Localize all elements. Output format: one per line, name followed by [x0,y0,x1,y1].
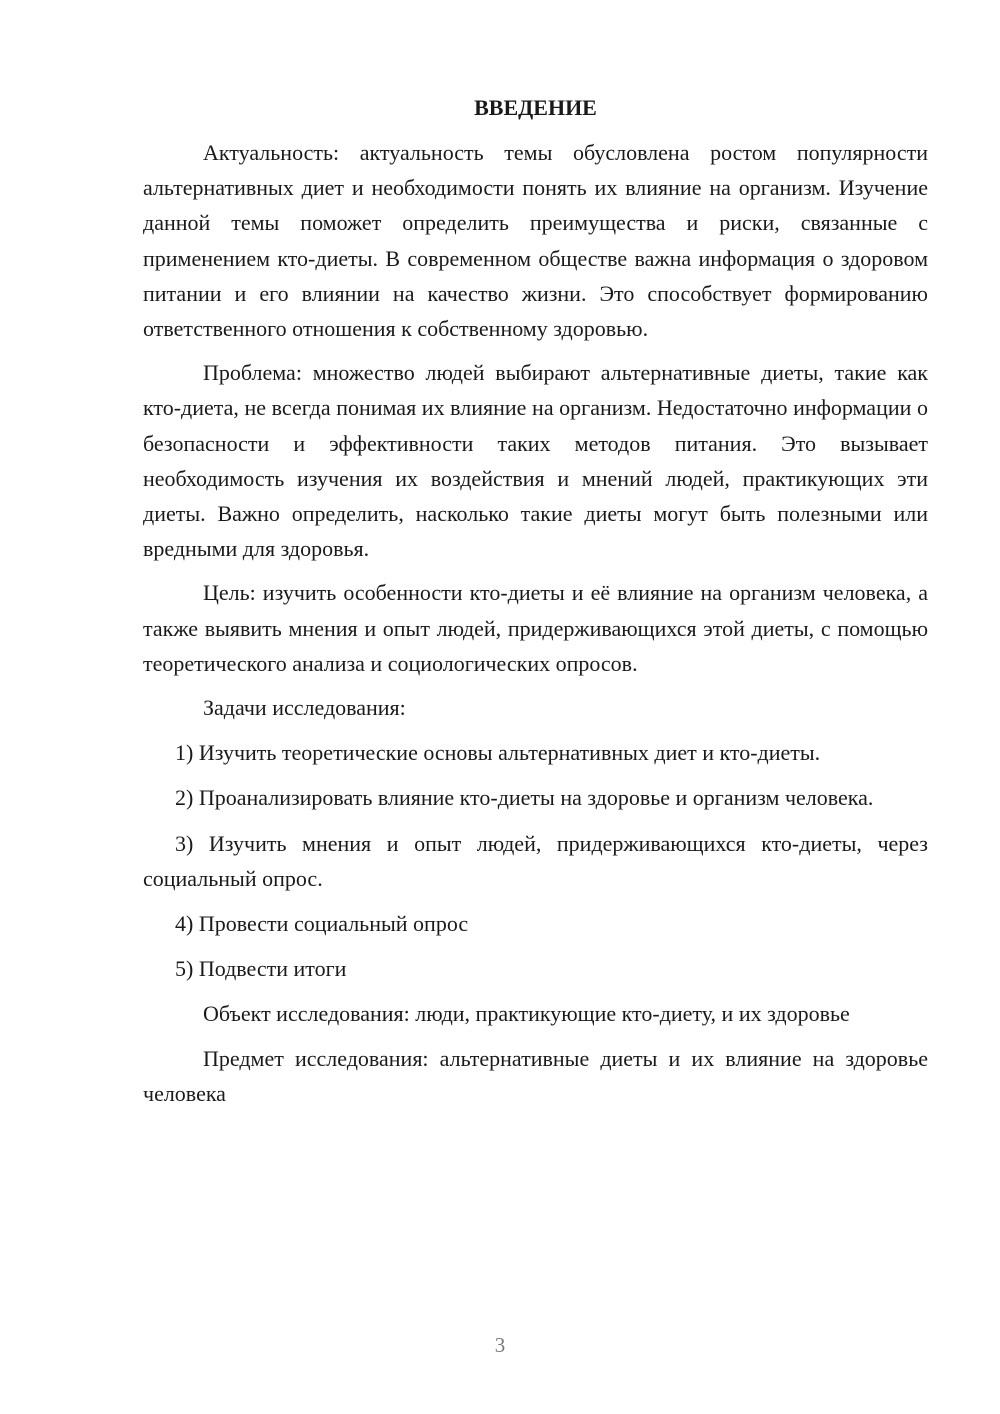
problem-paragraph: Проблема: множество людей выбирают альтернативные диеты, такие как кто-диета, не всегда понимая их влияние на организм. Недостаточно информации о безопасности и эффективности таких методов питания. Это вызывает необходимость изучения их воздействия и мнений людей, практикующих эти диеты. Важно определить, насколько такие диеты могут быть полезными или вредными для здоровья. [143,360,928,562]
task-item-4: 4) Провести социальный опрос [175,911,469,937]
tasks-label: Задачи исследования: [203,695,406,721]
task-item-3: 3) Изучить мнения и опыт людей, придерживающихся кто-диеты, через социальный опрос. [143,830,928,891]
subject-paragraph: Предмет исследования: альтернативные диеты и их влияние на здоровье человека [143,1045,928,1106]
section-heading: ВВЕДЕНИЕ [474,95,597,120]
goal-paragraph: Цель: изучить особенности кто-диеты и её влияние на организм человека, а также выявить мнения и опыт людей, придерживающихся этой диеты, с помощью теоретического анализа и социологических опросов. [143,580,928,676]
page-number: 3 [494,1333,506,1357]
task-item-2: 2) Проанализировать влияние кто-диеты на здоровье и организм человека. [175,785,874,811]
task-item-5: 5) Подвести итоги [175,956,347,982]
document-page [143,90,928,1120]
object-paragraph: Объект исследования: люди, практикующие кто-диету, и их здоровье [203,1001,850,1027]
task-item-1: 1) Изучить теоретические основы альтернативных диет и кто-диеты. [175,740,821,766]
relevance-paragraph: Актуальность: актуальность темы обусловлена ростом популярности альтернативных диет и необходимости понять их влияние на организм. Изучение данной темы поможет определить преимущества и риски, связанные с применением кто-диеты. В современном обществе важна информация о здоровом питании и его влиянии на качество жизни. Это способствует формированию ответственного отношения к собственному здоровью. [143,140,928,342]
